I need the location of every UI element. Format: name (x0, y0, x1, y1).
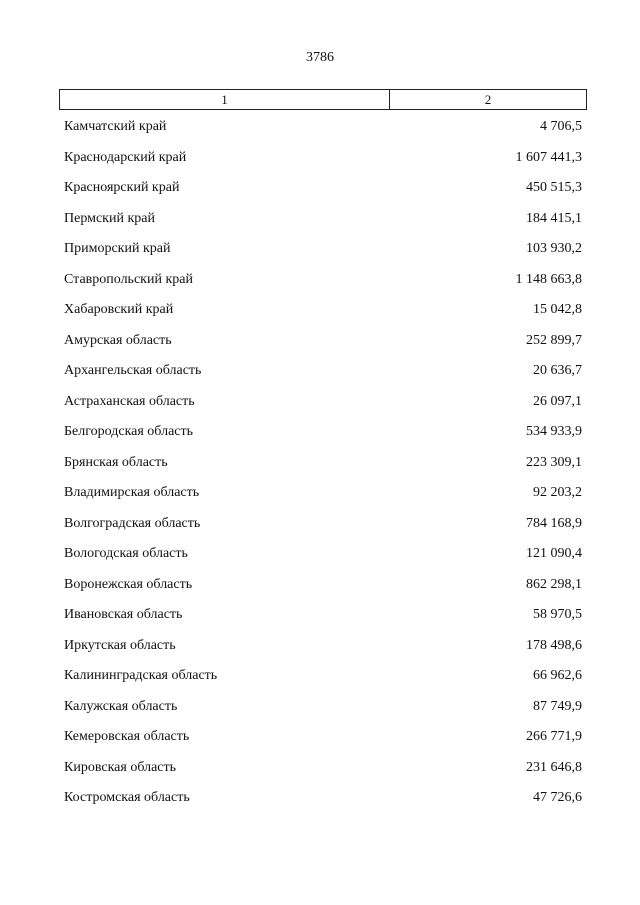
column-header-1: 1 (60, 90, 390, 109)
amount-value: 20 636,7 (533, 363, 582, 378)
table-body (0, 116, 640, 818)
region-name: Пермский край (64, 210, 155, 226)
amount-value: 92 203,2 (533, 485, 582, 500)
region-name: Кировская область (64, 759, 177, 775)
amount-value: 87 749,9 (533, 698, 582, 714)
amount-value: 15 042,8 (533, 302, 582, 317)
table-row (0, 696, 640, 727)
region-name: Амурская область (64, 332, 172, 348)
region-name: Калужская область (64, 698, 178, 714)
amount-value: 534 933,9 (526, 424, 582, 439)
amount-value: 231 646,8 (526, 759, 582, 775)
region-name: Ивановская область (64, 607, 183, 622)
amount-value: 1 148 663,8 (515, 271, 582, 287)
table-row (0, 238, 640, 269)
table-row (0, 177, 640, 208)
amount-value: 26 097,1 (533, 393, 582, 409)
region-name: Хабаровский край (64, 302, 174, 317)
amount-value: 121 090,4 (526, 546, 582, 561)
table-row (0, 269, 640, 300)
region-name: Вологодская область (64, 546, 188, 561)
amount-value: 252 899,7 (526, 332, 582, 348)
amount-value: 58 970,5 (533, 607, 582, 622)
table-row (0, 665, 640, 696)
table-row (0, 391, 640, 422)
region-name: Краснодарский край (64, 149, 187, 165)
region-name: Архангельская область (64, 363, 202, 378)
amount-value: 862 298,1 (526, 576, 582, 592)
table-row (0, 787, 640, 818)
table-row (0, 360, 640, 391)
region-name: Калининградская область (64, 668, 218, 683)
table-row (0, 452, 640, 483)
page-number: 3786 (306, 50, 334, 65)
amount-value: 266 771,9 (526, 729, 582, 744)
amount-value: 1 607 441,3 (515, 149, 582, 165)
amount-value: 784 168,9 (526, 515, 582, 531)
amount-value: 184 415,1 (526, 210, 582, 226)
region-name: Костромская область (64, 790, 190, 805)
table-row (0, 147, 640, 178)
region-name: Красноярский край (64, 180, 180, 195)
region-name: Волгоградская область (64, 515, 201, 531)
region-name: Ставропольский край (64, 271, 193, 287)
amount-value: 450 515,3 (526, 180, 582, 195)
table-row (0, 421, 640, 452)
table-row (0, 299, 640, 330)
table-row (0, 574, 640, 605)
region-name: Воронежская область (64, 576, 193, 592)
table-row (0, 543, 640, 574)
table-column-header (59, 89, 587, 110)
table-row (0, 757, 640, 788)
region-name: Белгородская область (64, 424, 194, 439)
region-name: Астраханская область (64, 393, 195, 409)
table-row (0, 513, 640, 544)
table-row (0, 635, 640, 666)
table-row (0, 330, 640, 361)
amount-value: 66 962,6 (533, 668, 582, 683)
column-header-2: 2 (484, 91, 492, 107)
amount-value: 103 930,2 (526, 241, 582, 256)
region-name: Приморский край (64, 241, 171, 256)
amount-value: 223 309,1 (526, 454, 582, 470)
table-row (0, 116, 640, 147)
region-name: Кемеровская область (64, 729, 190, 744)
amount-value: 4 706,5 (540, 119, 582, 134)
amount-value: 178 498,6 (526, 637, 582, 653)
table-row (0, 604, 640, 635)
table-row (0, 726, 640, 757)
region-name: Иркутская область (64, 637, 176, 653)
region-name: Камчатский край (64, 119, 167, 134)
region-name: Брянская область (64, 454, 168, 470)
amount-value: 47 726,6 (533, 790, 582, 805)
table-row (0, 208, 640, 239)
table-row (0, 482, 640, 513)
region-name: Владимирская область (64, 485, 200, 500)
